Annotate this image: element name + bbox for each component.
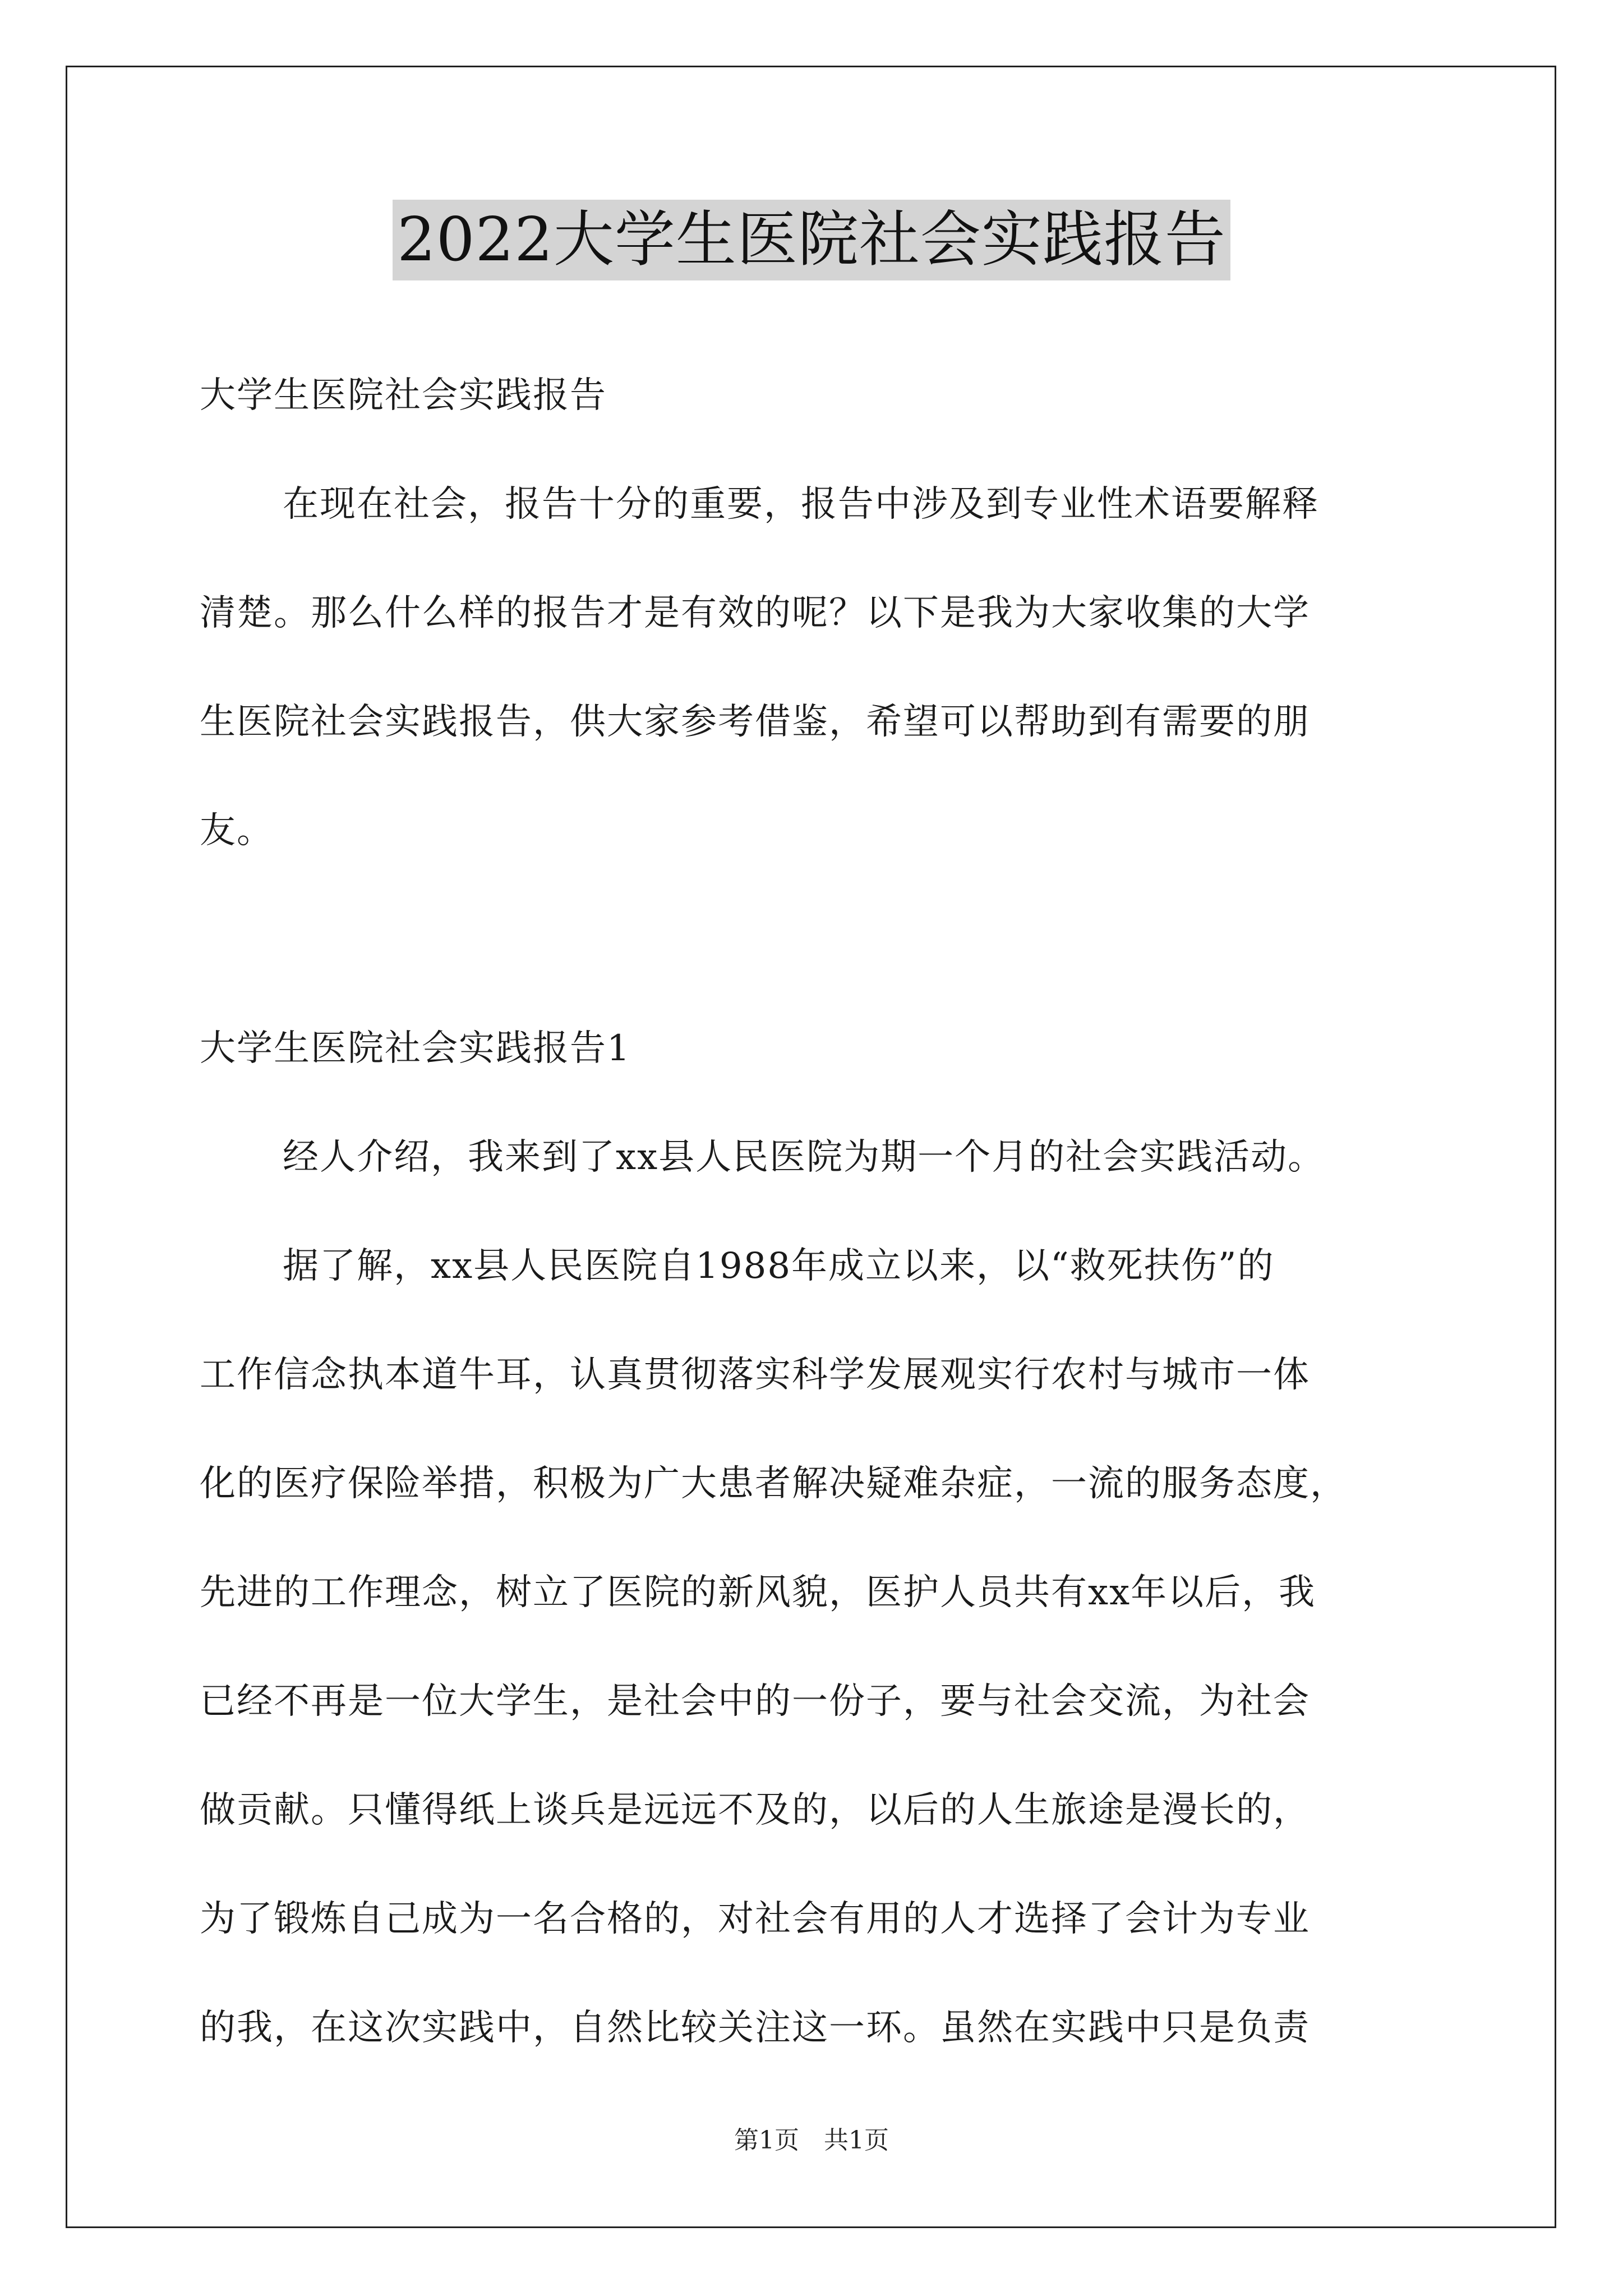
- document-title: 2022大学生医院社会实践报告: [393, 200, 1230, 280]
- text-line: 清楚。那么什么样的报告才是有效的呢？以下是我为大家收集的大学: [200, 592, 1310, 634]
- text-line: 生医院社会实践报告，供大家参考借鉴，希望可以帮助到有需要的朋: [200, 701, 1310, 743]
- text-line: 经人介绍，我来到了xx县人民医院为期一个月的社会实践活动。: [283, 1137, 1325, 1178]
- title-area: [0, 200, 1623, 280]
- text-line: 友。: [200, 810, 274, 852]
- text-line: 工作信念执本道牛耳，认真贯彻落实科学发展观实行农村与城市一体: [200, 1354, 1310, 1396]
- page-total: 共1页: [824, 2126, 889, 2155]
- text-line: 为了锻炼自己成为一名合格的，对社会有用的人才选择了会计为专业: [200, 1898, 1310, 1940]
- text-line: 做贡献。只懂得纸上谈兵是远远不及的，以后的人生旅途是漫长的，: [200, 1789, 1310, 1831]
- text-line: 大学生医院社会实践报告: [200, 375, 607, 416]
- text-line: 的我，在这次实践中，自然比较关注这一环。虽然在实践中只是负责: [200, 2007, 1310, 2049]
- page-footer: [0, 2124, 1623, 2157]
- blank-line: [200, 885, 1439, 994]
- text-line: 化的医疗保险举措，积极为广大患者解决疑难杂症，一流的服务态度，: [200, 1463, 1347, 1504]
- text-line: 先进的工作理念，树立了医院的新风貌，医护人员共有xx年以后，我: [200, 1572, 1316, 1613]
- text-line: 已经不再是一位大学生，是社会中的一份子，要与社会交流，为社会: [200, 1681, 1310, 1722]
- text-line: 在现在社会，报告十分的重要，报告中涉及到专业性术语要解释: [283, 484, 1319, 525]
- text-line: 据了解，xx县人民医院自1988年成立以来，以“救死扶伤”的: [283, 1245, 1275, 1287]
- page-number: 第1页: [734, 2126, 799, 2155]
- document-body: [200, 341, 1439, 2082]
- text-line: 大学生医院社会实践报告1: [200, 1028, 631, 1069]
